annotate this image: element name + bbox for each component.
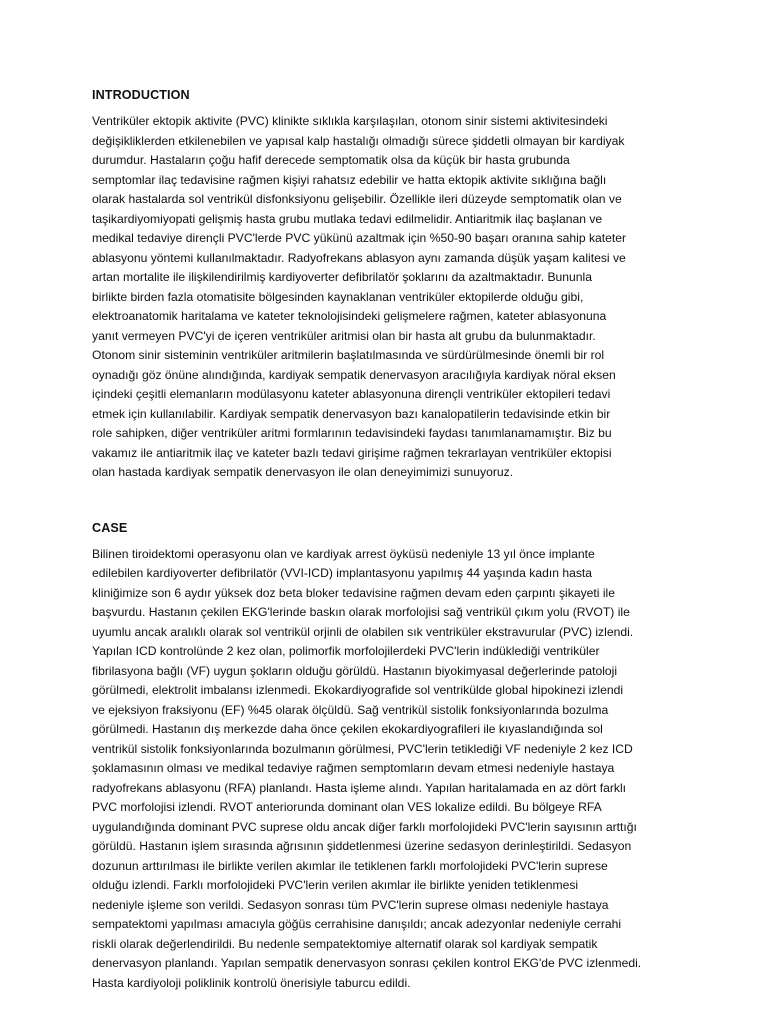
introduction-paragraph (92, 112, 692, 483)
introduction-text-line: artan mortalite ile ilişkilendirilmiş kardiyoverter defibrilatör şoklarını da azaltmaktadır. Bununla (92, 270, 593, 284)
case-text-line: şoklamasının olması ve medikal tedaviye rağmen semptomların devam etmesi nedeniyle hastaya (92, 761, 615, 775)
introduction-text-line: vakamız ile antiaritmik ilaç ve kateter bazlı tedavi girişime rağmen tekrarlayan ventriküler ektopisi (92, 445, 612, 460)
introduction-text-line: role sahipken, diğer ventriküler aritmi formlarının tedavisindeki faydası tanımlanamamıştır. Biz bu (92, 426, 612, 440)
introduction-text-line: medikal tedaviye dirençli PVC'lerde PVC yükünü azaltmak için %50-90 başarı oranına sahip kateter (92, 231, 627, 245)
introduction-text-line: elektroanatomik haritalama ve kateter teknolojisindeki gelişmelere rağmen, kateter ablasyonuna (92, 309, 607, 323)
introduction-text-line: olarak hastalarda sol ventrikül disfonksiyonu gelişebilir. Özellikle ileri düzeyde semptomatik olan ve (92, 192, 622, 206)
introduction-text-line: değişikliklerden etkilenebilen ve yapısal kalp hastalığı olmadığı sürece şiddetli olmayan bir kardiyak (92, 133, 625, 148)
case-text-line: uyumlu ancak aralıklı olarak sol ventrikül orjinli de olabilen sık ventriküler ekstravurular (PVC) izlendi. (92, 624, 634, 639)
case-text-line: Yapılan ICD kontrolünde 2 kez olan, polimorfik morfolojilerdeki PVC'lerin indüklediği ventriküler (92, 644, 600, 658)
introduction-text-line: durumdur. Hastaların çoğu hafif derecede semptomatik olsa da küçük bir hasta grubunda (92, 153, 570, 167)
case-text-line: riskli olarak değerlendirildi. Bu nedenle sempatektomiye alternatif olarak sol kardiyak sempatik (92, 936, 598, 951)
case-paragraph (92, 545, 692, 994)
case-text-line: edilebilen kardiyoverter defibrilatör (VVI-ICD) implantasyonu yapılmış 44 yaşında kadın hasta (92, 566, 593, 580)
case-text-line: olduğu izlendi. Farklı morfolojideki PVC'lerin verilen akımlar ile birlikte yeniden tetiklenmesi (92, 878, 579, 892)
case-text-line: görüldü. Hastanın işlem sırasında ağrısının şiddetlenmesi üzerine sedasyon derinleştirildi. Sedasyon (92, 839, 632, 853)
case-text-line: PVC morfolojisi izlendi. RVOT anteriorunda dominant olan VES lokalize edildi. Bu bölgeye RFA (92, 800, 602, 814)
case-text-line: kliniğimize son 6 aydır yüksek doz beta bloker tedavisine rağmen devam eden çarpıntı şikayeti ile (92, 585, 615, 600)
case-text-line: görülmedi. Hastanın dış merkezde daha önce çekilen ekokardiyografileri ile kıyaslandığında sol (92, 722, 603, 736)
case-text-line: nedeniyle işleme son verildi. Sedasyon sonrası tüm PVC'lerin suprese olması nedeniyle hastaya (92, 897, 609, 912)
document-page (92, 86, 692, 993)
case-text-line: görülmedi, elektrolit imbalansı izlenmedi. Ekokardiyografide sol ventrikülde global hipokinezi izlendi (92, 683, 624, 697)
case-text-line: radyofrekans ablasyonu (RFA) planlandı. Hasta işleme alındı. Yapılan haritalamada en az dört farklı (92, 780, 627, 795)
introduction-text-line: birlikte birden fazla otomatisite bölgesinden kaynaklanan ventriküler ektopilerde olduğu gibi, (92, 289, 584, 304)
introduction-text-line: Ventriküler ektopik aktivite (PVC) klinikte sıklıkla karşılaşılan, otonom sinir sistemi aktivitesindeki (92, 114, 608, 128)
case-text-line: başvurdu. Hastanın çekilen EKG'lerinde baskın olarak morfolojisi sağ ventrikül çıkım yolu (RVOT) ile (92, 605, 630, 619)
case-text-line: ve ejeksiyon fraksiyonu (EF) %45 olarak ölçüldü. Sağ ventrikül sistolik fonksiyonlarında bozulma (92, 702, 609, 717)
case-text-line: Bilinen tiroidektomi operasyonu olan ve kardiyak arrest öyküsü nedeniyle 13 yıl önce implante (92, 546, 595, 561)
case-text-line: sempatektomi yapılması amacıyla göğüs cerrahisine danışıldı; ancak adezyonlar nedeniyle cerrahi (92, 917, 622, 931)
case-text-line: denervasyon planlandı. Yapılan sempatik denervasyon sonrası çekilen kontrol EKG'de PVC izlenmedi. (92, 956, 642, 970)
case-heading: CASE (92, 520, 128, 535)
introduction-text-line: etmek için kullanılabilir. Kardiyak sempatik denervasyon bazı kanalopatilerin tedavisinde etkin bir (92, 406, 611, 421)
introduction-text-line: semptomlar ilaç tedavisine rağmen kişiyi rahatsız edebilir ve hatta ektopik aktivite sıklığına bağlı (92, 172, 607, 187)
introduction-heading: INTRODUCTION (92, 88, 190, 102)
introduction-text-line: içindeki çeşitli elemanların modülasyonu kateter ablasyonuna dirençli ventriküler ektopileri tedavi (92, 387, 611, 401)
case-text-line: Hasta kardiyoloji poliklinik kontrolü önerisiyle taburcu edildi. (92, 975, 411, 990)
introduction-text-line: ablasyonu yöntemi kullanılmaktadır. Radyofrekans ablasyon aynı zamanda düşük yaşam kalitesi ve (92, 250, 626, 265)
introduction-text-line: olan hastada kardiyak sempatik denervasyon ile olan deneyimimizi sunuyoruz. (92, 465, 514, 479)
case-text-line: ventrikül sistolik fonksiyonlarında bozulmanın görülmesi, PVC'lerin tetiklediği VF nedeniyle 2 kez ICD (92, 741, 633, 756)
case-text-line: uygulandığında dominant PVC suprese oldu ancak diğer farklı morfolojideki PVC'lerin sayısının arttığı (92, 819, 637, 834)
introduction-text-line: oynadığı göz önüne alındığında, kardiyak sempatik denervasyon aracılığıyla kardiyak nöral eksen (92, 367, 616, 382)
case-text-line: fibrilasyona bağlı (VF) uygun şokların olduğu görüldü. Hastanın biyokimyasal değerlerinde patoloji (92, 663, 618, 678)
introduction-text-line: Otonom sinir sisteminin ventriküler aritmilerin başlatılmasında ve sürdürülmesinde önemli bir rol (92, 348, 605, 362)
case-text-line: dozunun arttırılması ile birlikte verilen akımlar ile tetiklenen farklı morfolojideki PVC'lerin suprese (92, 858, 608, 873)
introduction-text-line: yanıt vermeyen PVC'yi de içeren ventriküler aritmisi olan bir hasta alt grubu da bulunmaktadır. (92, 328, 596, 343)
introduction-text-line: taşikardiyomiyopati gelişmiş hasta grubu mutlaka tedavi edilmelidir. Antiaritmik ilaç başlanan ve (92, 211, 603, 226)
